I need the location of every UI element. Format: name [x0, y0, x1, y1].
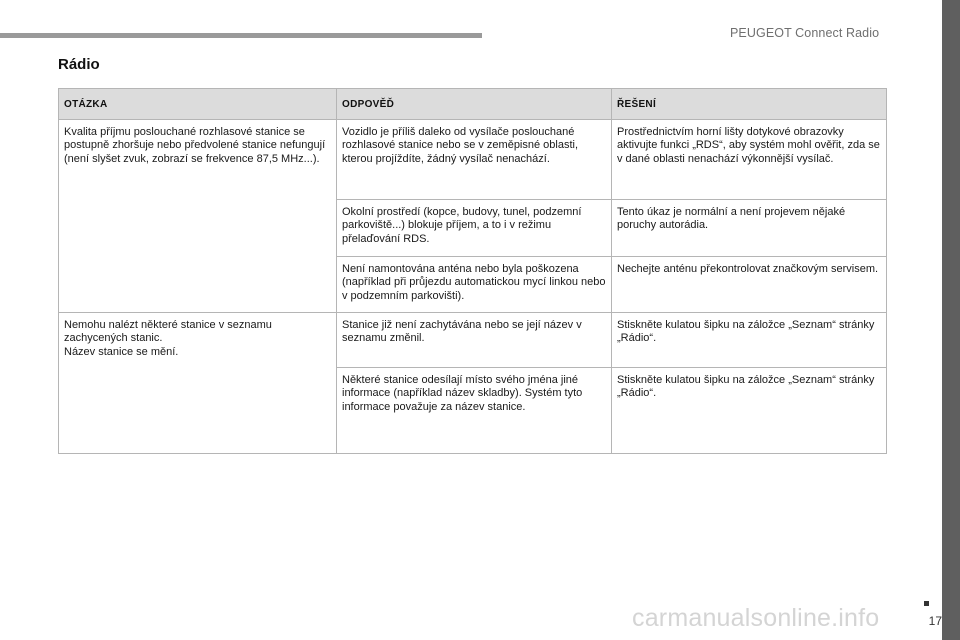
column-header-question: OTÁZKA [59, 89, 337, 120]
question-cell: Kvalita příjmu poslouchané rozhlasové stanice se postupně zhoršuje nebo předvolené stanice nefungují (není slyšet zvuk, zobrazí se frekvence 87,5 MHz...). [59, 120, 337, 313]
watermark: carmanualsonline.info [632, 604, 880, 632]
solution-cell: Nechejte anténu překontrolovat značkovým servisem. [612, 257, 887, 313]
solution-cell: Stiskněte kulatou šipku na záložce „Seznam“ stránky „Rádio“. [612, 313, 887, 368]
answer-cell: Některé stanice odesílají místo svého jména jiné informace (například název skladby). Systém tyto informace považuje za název stanice. [337, 368, 612, 454]
faq-table [58, 88, 887, 454]
table-header-row [59, 89, 887, 120]
column-header-answer: ODPOVĚĎ [337, 89, 612, 120]
answer-cell: Stanice již není zachytávána nebo se její název v seznamu změnil. [337, 313, 612, 368]
solution-cell: Stiskněte kulatou šipku na záložce „Seznam“ stránky „Rádio“. [612, 368, 887, 454]
faq-table-container [58, 88, 886, 454]
answer-cell: Okolní prostředí (kopce, budovy, tunel, podzemní parkoviště...) blokuje příjem, a to i v režimu přelaďování RDS. [337, 200, 612, 257]
page-number: 17 [928, 614, 942, 628]
solution-cell: Prostřednictvím horní lišty dotykové obrazovky aktivujte funkci „RDS“, aby systém mohl ověřit, zda se v dané oblasti nenachází výkonnější vysílač. [612, 120, 887, 200]
answer-cell: Není namontována anténa nebo byla poškozena (například při průjezdu automatickou mycí linkou nebo v podzemním parkovišti). [337, 257, 612, 313]
answer-cell: Vozidlo je příliš daleko od vysílače poslouchané rozhlasové stanice nebo se v zeměpisné oblasti, kterou projíždíte, žádný vysílač nenachází. [337, 120, 612, 200]
side-edge-strip [942, 0, 960, 640]
question-line: Název stanice se mění. [64, 345, 179, 358]
table-row [59, 120, 887, 200]
question-cell [59, 313, 337, 454]
page-title: Rádio [58, 56, 100, 73]
question-line: Nemohu nalézt některé stanice v seznamu zachycených stanic. [64, 319, 272, 345]
column-header-solution: ŘEŠENÍ [612, 89, 887, 120]
header-rule [0, 33, 482, 38]
table-row [59, 313, 887, 368]
solution-cell: Tento úkaz je normální a není projevem nějaké poruchy autorádia. [612, 200, 887, 257]
document-header-title: PEUGEOT Connect Radio [730, 26, 880, 40]
